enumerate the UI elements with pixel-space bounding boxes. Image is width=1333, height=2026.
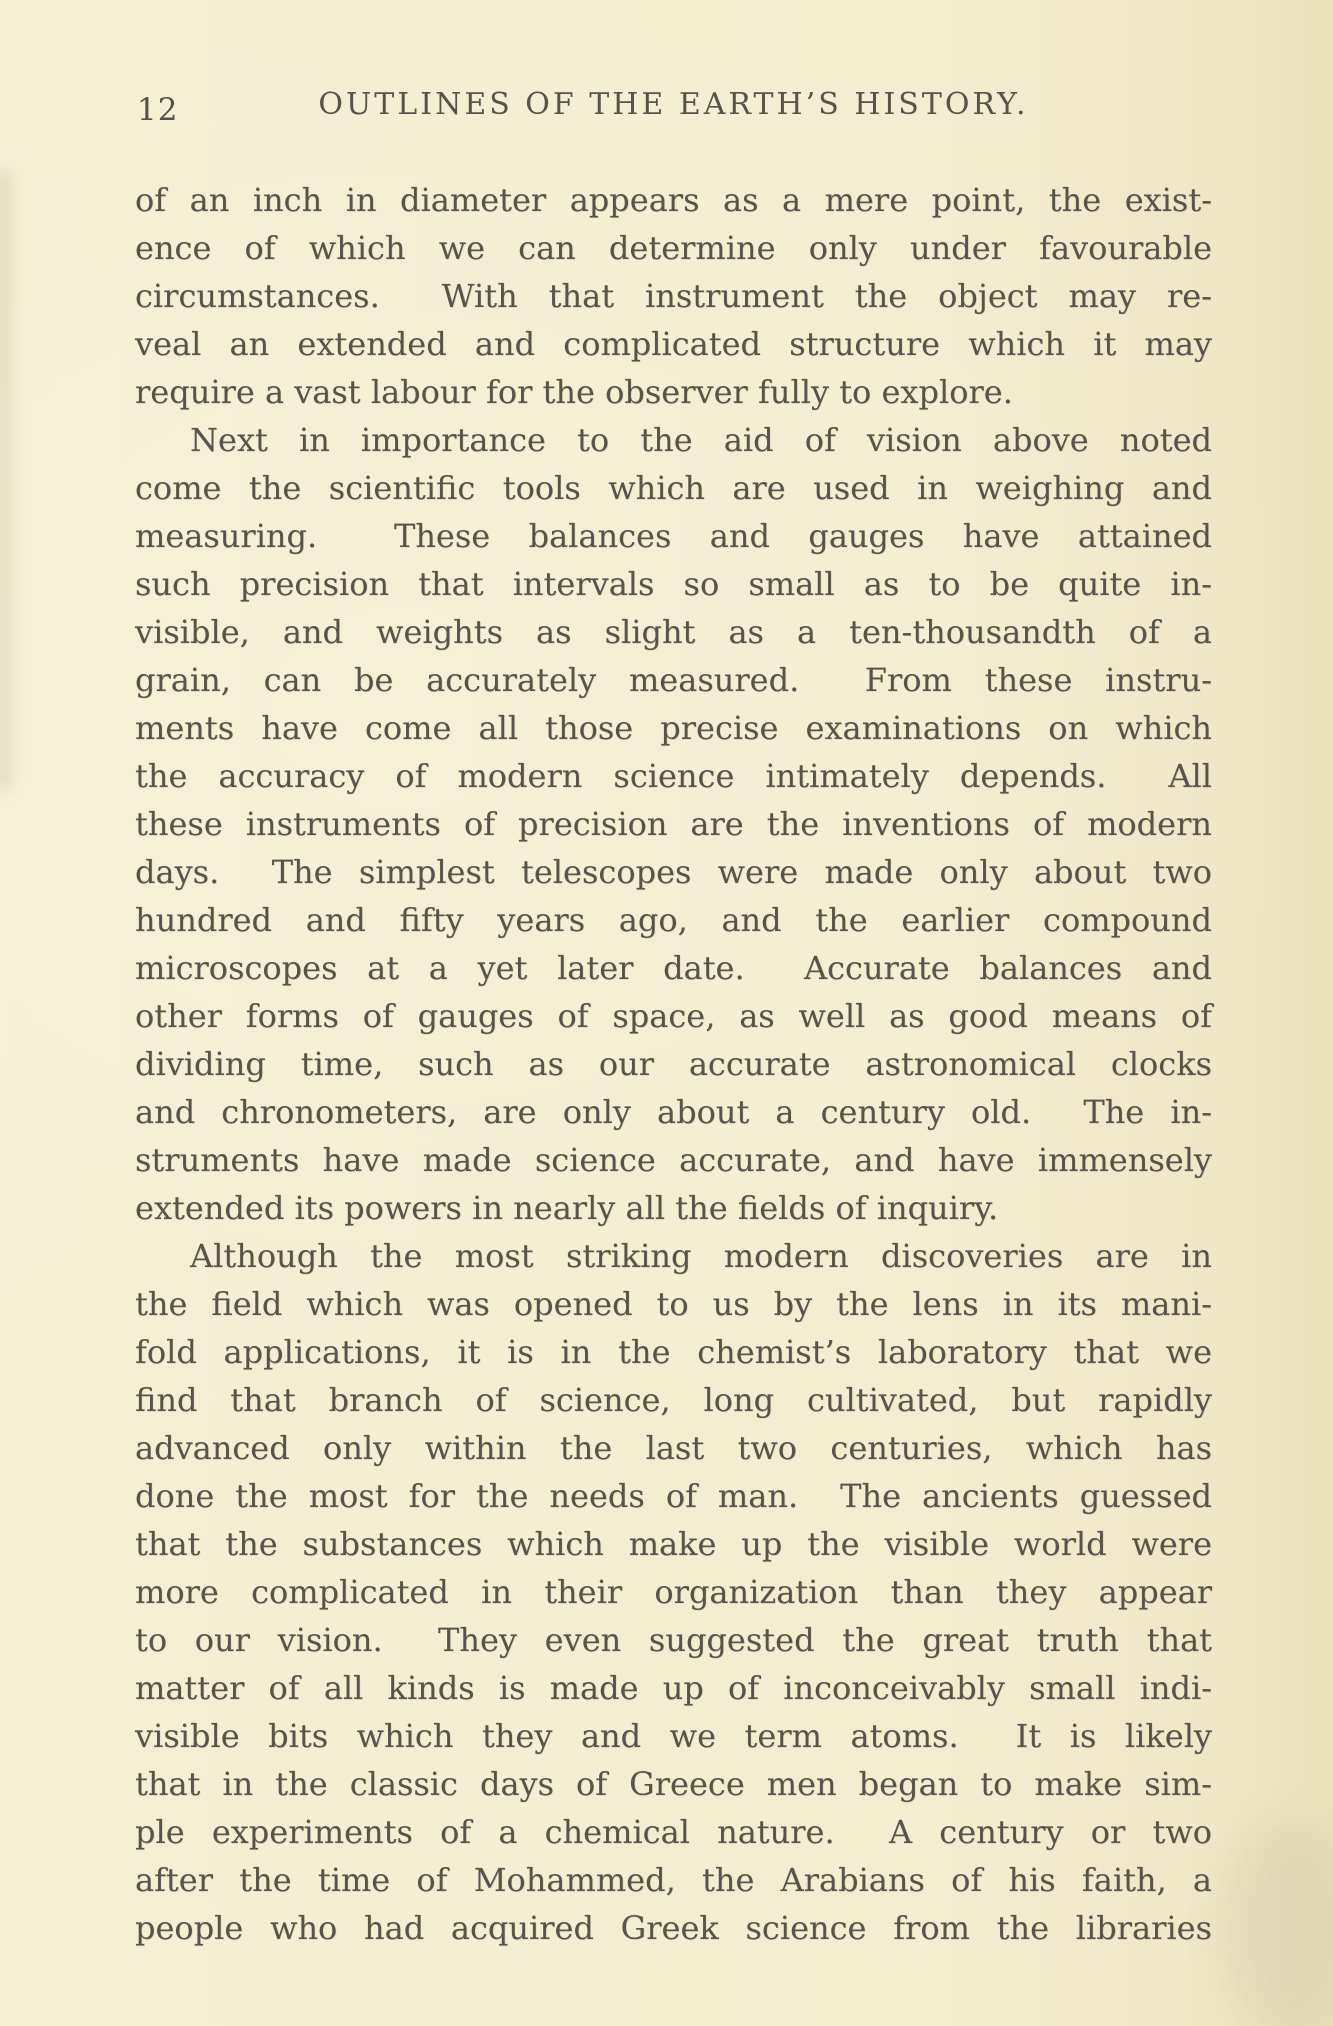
text-line: visible bits which they and we term atoms. It is likely bbox=[135, 1717, 1212, 1755]
text-line: these instruments of precision are the inventions of modern bbox=[135, 805, 1212, 843]
text-line: dividing time, such as our accurate astronomical clocks bbox=[135, 1045, 1212, 1083]
text-line: more complicated in their organization than they appear bbox=[135, 1573, 1212, 1611]
text-line: veal an extended and complicated structure which it may bbox=[135, 325, 1212, 363]
text-line: struments have made science accurate, and have immensely bbox=[135, 1141, 1212, 1179]
scan-smudge-left bbox=[0, 170, 10, 790]
text-line: ple experiments of a chemical nature. A century or two bbox=[135, 1813, 1212, 1851]
text-line: people who had acquired Greek science from the libraries bbox=[135, 1909, 1212, 1947]
text-line: such precision that intervals so small as to be quite in- bbox=[135, 565, 1212, 603]
text-line: other forms of gauges of space, as well as good means of bbox=[135, 997, 1212, 1035]
text-line: that in the classic days of Greece men began to make sim- bbox=[135, 1765, 1212, 1803]
text-line: hundred and fifty years ago, and the earlier compound bbox=[135, 901, 1212, 939]
text-line: fold applications, it is in the chemist’s laboratory that we bbox=[135, 1333, 1212, 1371]
text-line: advanced only within the last two centuries, which has bbox=[135, 1429, 1212, 1467]
page-header bbox=[135, 86, 1212, 136]
text-line: done the most for the needs of man. The ancients guessed bbox=[135, 1477, 1212, 1515]
text-line: grain, can be accurately measured. From these instru- bbox=[135, 661, 1212, 699]
text-line: the field which was opened to us by the lens in its mani- bbox=[135, 1285, 1212, 1323]
text-line: ments have come all those precise examinations on which bbox=[135, 709, 1212, 747]
body-text bbox=[135, 176, 1212, 1952]
text-line: after the time of Mohammed, the Arabians of his faith, a bbox=[135, 1861, 1212, 1899]
text-line: to our vision. They even suggested the great truth that bbox=[135, 1621, 1212, 1659]
paragraph bbox=[135, 176, 1212, 416]
running-title: OUTLINES OF THE EARTH’S HISTORY. bbox=[318, 87, 1029, 122]
text-line: require a vast labour for the observer fully to explore. bbox=[135, 373, 1013, 411]
text-line: Next in importance to the aid of vision above noted bbox=[190, 421, 1212, 459]
text-line: Although the most striking modern discoveries are in bbox=[190, 1237, 1212, 1275]
text-line: microscopes at a yet later date. Accurate balances and bbox=[135, 949, 1212, 987]
text-line: ence of which we can determine only under favourable bbox=[135, 229, 1212, 267]
paragraph bbox=[135, 416, 1212, 1232]
text-line: measuring. These balances and gauges have attained bbox=[135, 517, 1212, 555]
text-line: come the scientific tools which are used in weighing and bbox=[135, 469, 1212, 507]
text-line: that the substances which make up the visible world were bbox=[135, 1525, 1212, 1563]
text-line: days. The simplest telescopes were made only about two bbox=[135, 853, 1212, 891]
text-line: circumstances. With that instrument the object may re- bbox=[135, 277, 1212, 315]
text-line: the accuracy of modern science intimately depends. All bbox=[135, 757, 1212, 795]
paragraph bbox=[135, 1232, 1212, 1952]
text-line: matter of all kinds is made up of inconceivably small indi- bbox=[135, 1669, 1212, 1707]
text-line: and chronometers, are only about a century old. The in- bbox=[135, 1093, 1212, 1131]
scan-smudge-corner bbox=[1223, 1820, 1333, 2026]
text-line: of an inch in diameter appears as a mere point, the exist- bbox=[135, 181, 1212, 219]
text-line: extended its powers in nearly all the fields of inquiry. bbox=[135, 1189, 999, 1227]
text-line: find that branch of science, long cultivated, but rapidly bbox=[135, 1381, 1212, 1419]
page-number: 12 bbox=[137, 92, 179, 128]
text-line: visible, and weights as slight as a ten-thousandth of a bbox=[135, 613, 1212, 651]
